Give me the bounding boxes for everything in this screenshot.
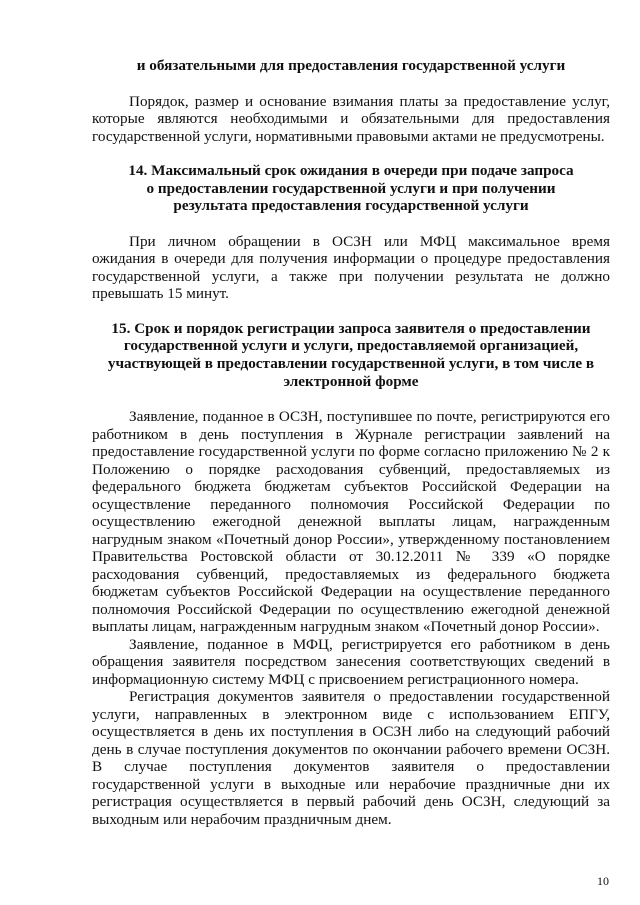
section-14-title-line-1: 14. Максимальный срок ожидания в очереди при подаче запроса xyxy=(128,162,574,180)
section-14-paragraph: При личном обращении в ОСЗН или МФЦ максимальное время ожидания в очереди для получения информации о процедуре предоставления государственной услуги, а также при получении результата не должно превышать 15 минут. xyxy=(92,232,610,303)
section-15-title-line-3: участвующей в предоставлении государственной услуги, в том числе в xyxy=(107,355,595,373)
section-14-title-line-3: результата предоставления государственной услуги xyxy=(173,197,529,215)
section-15-paragraph-2: Заявление, поданное в МФЦ, регистрируется его работником в день обращения заявителя посредством занесения соответствующих сведений в информационную систему МФЦ с присвоением регистрационного номера. xyxy=(92,635,610,688)
section-15-paragraph-1: Заявление, поданное в ОСЗН, поступившее по почте, регистрируются его работником в день поступления в Журнале регистрации заявлений на предоставление государственной услуги по форме согласно приложению № 2 к Положению о порядке расходования субвенций, предоставляемых из федерального бюджета бюджетам субъектов Российской Федерации на осуществление переданного полномочия Российской Федерации по осуществлению ежегодной денежной выплаты лицам, награжденным нагрудным знаком «Почетный донор России», утвержденному постановлением Правительства Ростовской области от 30.12.2011 № 339 «О порядке расходования субвенций, предоставляемых из федерального бюджета бюджетам субъектов Российской Федерации на осуществление переданного полномочия Российской Федерации по осуществлению ежегодной денежной выплаты лицам, награжденным нагрудным знаком «Почетный донор России». xyxy=(92,408,610,636)
section-15-title-line-1: 15. Срок и порядок регистрации запроса заявителя о предоставлении xyxy=(111,319,591,337)
section-15-heading xyxy=(92,320,610,390)
spacer xyxy=(92,390,610,408)
spacer xyxy=(92,215,610,233)
section-15-title-line-2: государственной услуги и услуги, предоставляемой организацией, xyxy=(123,337,579,355)
section-15-paragraph-3: Регистрация документов заявителя о предоставлении государственной услуги, направленных в электронном виде с использованием ЕПГУ, осуществляется в день их поступления в ОСЗН либо на следующий рабочий день в случае поступления документов по окончании рабочего времени ОСЗН. В случае поступления документов заявителя о предоставлении государственной услуги в выходные или нерабочие праздничные дни их регистрация осуществляется в первый рабочий день ОСЗН, следующий за выходным или нерабочим праздничным днем. xyxy=(92,688,610,828)
section-15-title-line-4: электронной форме xyxy=(283,372,419,390)
spacer xyxy=(92,75,610,93)
document-content xyxy=(92,57,610,828)
section-14-title-line-2: о предоставлении государственной услуги и при получении xyxy=(146,179,556,197)
page-number: 10 xyxy=(597,874,609,888)
section-14-heading xyxy=(92,162,610,215)
intro-heading: и обязательными для предоставления государственной услуги xyxy=(136,57,566,74)
intro-paragraph: Порядок, размер и основание взимания платы за предоставление услуг, которые являются необходимыми и обязательными для предоставления государственной услуги, нормативными правовыми актами не предусмотрены. xyxy=(92,92,610,145)
